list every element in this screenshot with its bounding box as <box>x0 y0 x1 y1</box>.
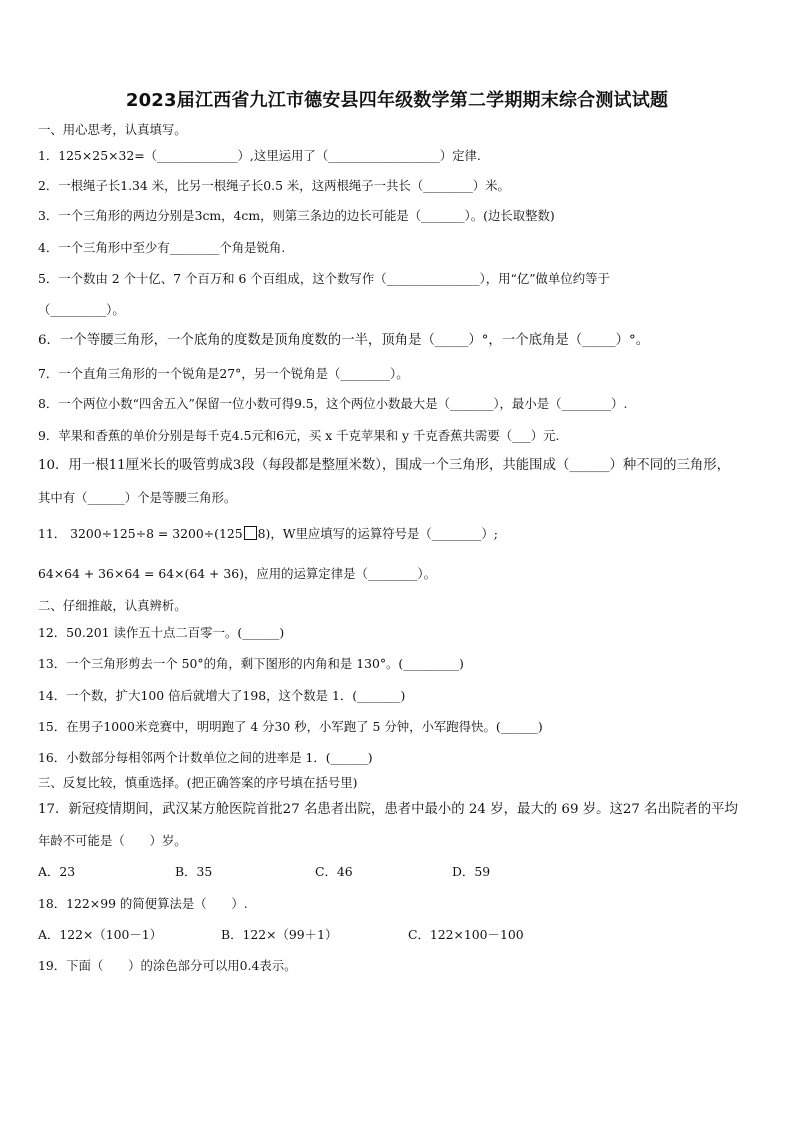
option-b[interactable]: B．122×（99＋1） <box>221 927 338 942</box>
question-7: 7．一个直角三角形的一个锐角是27°，另一个锐角是（________）。 <box>38 366 409 381</box>
question-19: 19．下面（ ）的涂色部分可以用0.4表示。 <box>38 958 297 973</box>
question-14: 14．一个数，扩大100 倍后就增大了198，这个数是 1．(_______) <box>38 688 406 703</box>
option-c[interactable]: C．122×100－100 <box>408 927 524 942</box>
section-heading-2: 二、仔细推敲，认真辨析。 <box>38 598 187 613</box>
question-17-line-2: 年龄不可能是（ ）岁。 <box>38 833 187 848</box>
question-5-line-1: 5．一个数由 2 个十亿、7 个百万和 6 个百组成，这个数写作（_______________），用“亿”做单位约等于 <box>38 271 610 286</box>
question-5-line-2: （_________）。 <box>38 302 125 317</box>
question-2: 2．一根绳子长1.34 米，比另一根绳子长0.5 米，这两根绳子一共长（________）米。 <box>38 178 510 193</box>
question-number: 11． <box>38 526 67 541</box>
blank-box <box>244 526 257 540</box>
question-11b-text: ，应用的运算定律是（________）。 <box>243 566 437 581</box>
option-b[interactable]: B．35 <box>175 864 213 879</box>
question-17-line-1: 17．新冠疫情期间，武汉某方舱医院首批27 名患者出院，患者中最小的 24 岁，最大的 69 岁。这27 名出院者的平均 <box>38 802 738 817</box>
option-a[interactable]: A．122×（100－1） <box>38 927 163 942</box>
option-a[interactable]: A．23 <box>38 864 76 879</box>
question-11-text: ，W里应填写的运算符号是（________）; <box>270 526 498 541</box>
math-expression: 64×64 + 36×64 = 64×(64 + 36) <box>38 566 244 581</box>
question-18: 18．122×99 的简便算法是（ ）. <box>38 896 248 911</box>
section-heading-3: 三、反复比较，慎重选择。(把正确答案的序号填在括号里) <box>38 775 358 790</box>
question-11-line-2 <box>38 566 764 582</box>
option-c[interactable]: C．46 <box>315 864 353 879</box>
question-4: 4．一个三角形中至少有________个角是锐角. <box>38 240 286 255</box>
question-16: 16．小数部分每相邻两个计数单位之间的进率是 1．(______) <box>38 750 373 765</box>
page-title: 2023届江西省九江市德安县四年级数学第二学期期末综合测试试题 <box>125 90 669 111</box>
question-8: 8．一个两位小数“四舍五入”保留一位小数可得9.5，这个两位小数最大是（_______），最小是（________）. <box>38 396 628 411</box>
question-1: 1．125×25×32=（_____________）,这里运用了（__________________）定律. <box>38 148 481 163</box>
option-d[interactable]: D．59 <box>452 864 491 879</box>
question-10-line-1: 10．用一根11厘米长的吸管剪成3段（每段都是整厘米数），围成一个三角形，共能围成（______）种不同的三角形， <box>38 458 731 473</box>
section-heading-1: 一、用心思考，认真填写。 <box>38 122 187 137</box>
math-expression: 3200÷125÷8 = 3200÷(125 <box>70 526 243 541</box>
math-expression-end: 8) <box>257 526 271 541</box>
question-13: 13．一个三角形剪去一个 50°的角，剩下图形的内角和是 130°。(_________) <box>38 656 464 671</box>
question-9: 9．苹果和香蕉的单价分别是每千克4.5元和6元，买 x 千克苹果和 y 千克香蕉共需要（___）元. <box>38 428 560 443</box>
question-11-line-1 <box>38 526 764 542</box>
question-6: 6．一个等腰三角形，一个底角的度数是顶角度数的一半，顶角是（_____）°，一个底角是（_____）°。 <box>38 333 650 348</box>
question-15: 15．在男子1000米竞赛中，明明跑了 4 分30 秒，小军跑了 5 分钟，小军跑得快。(______) <box>38 719 543 734</box>
question-3: 3．一个三角形的两边分别是3cm，4cm，则第三条边的边长可能是（_______）。(边长取整数) <box>38 208 555 223</box>
question-10-line-2: 其中有（______）个是等腰三角形。 <box>38 490 237 505</box>
question-12: 12．50.201 读作五十点二百零一。(______) <box>38 625 285 640</box>
